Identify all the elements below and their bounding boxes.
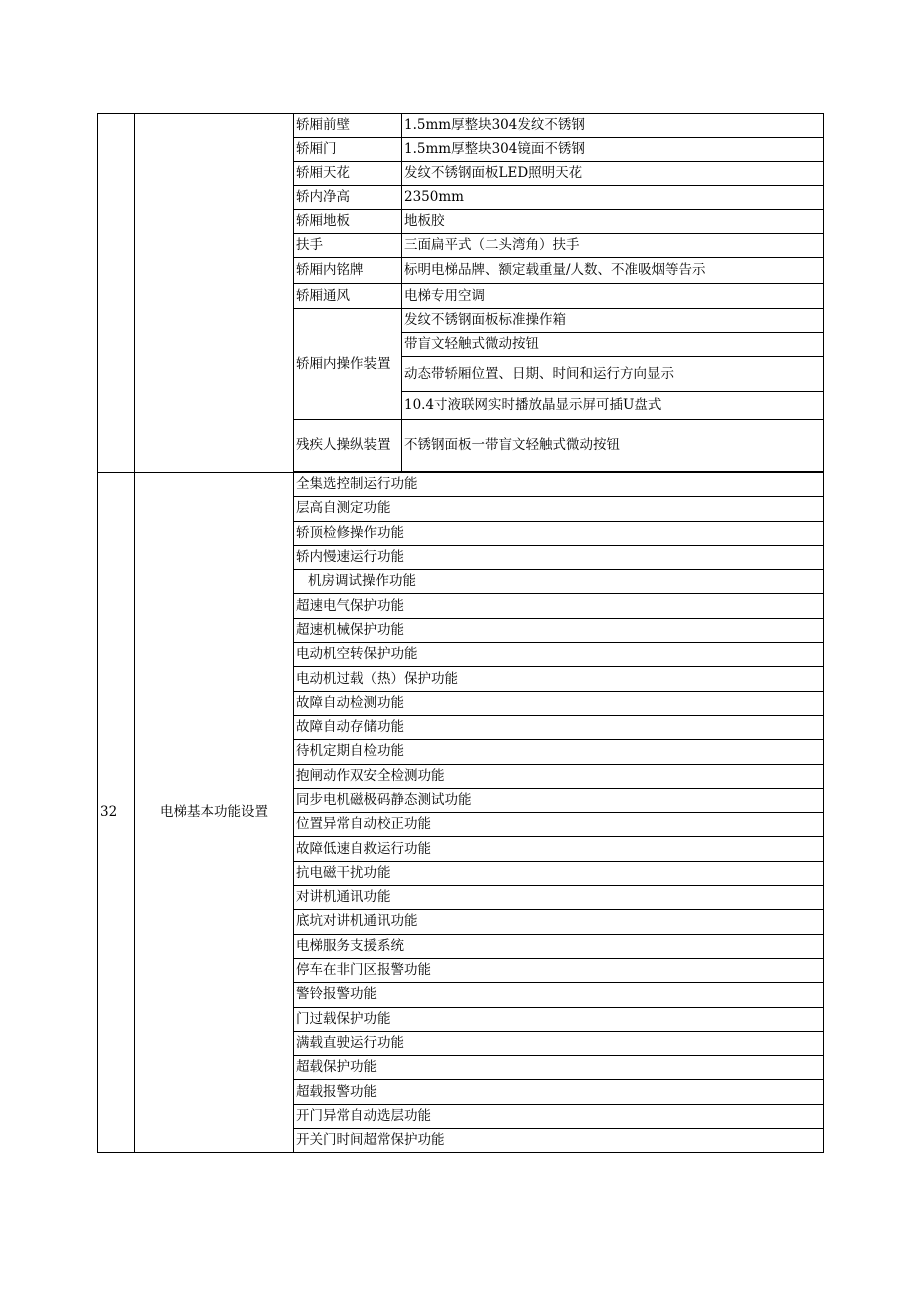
function-item: 轿内慢速运行功能 bbox=[294, 545, 824, 569]
function-item: 故障自动检测功能 bbox=[294, 691, 824, 715]
function-item: 故障低速自救运行功能 bbox=[294, 837, 824, 861]
function-item: 全集选控制运行功能 bbox=[294, 473, 824, 497]
spec-cell: 1.5mm厚整块304发纹不锈钢 bbox=[402, 114, 824, 138]
function-item: 超速电气保护功能 bbox=[294, 594, 824, 618]
category-cell-empty bbox=[135, 114, 294, 473]
function-item: 开门异常自动选层功能 bbox=[294, 1104, 824, 1128]
function-item: 警铃报警功能 bbox=[294, 983, 824, 1007]
spec-cell: 标明电梯品牌、额定载重量/人数、不准吸烟等告示 bbox=[402, 258, 824, 284]
function-item: 底坑对讲机通讯功能 bbox=[294, 910, 824, 934]
item-number: 32 bbox=[98, 473, 135, 1153]
function-item: 电梯服务支援系统 bbox=[294, 934, 824, 958]
spec-cell: 发纹不锈钢面板LED照明天花 bbox=[402, 162, 824, 186]
spec-document bbox=[97, 113, 823, 1153]
category-label: 电梯基本功能设置 bbox=[135, 473, 294, 1153]
function-item: 超载报警功能 bbox=[294, 1080, 824, 1104]
spec-cell: 地板胶 bbox=[402, 210, 824, 234]
function-item: 停车在非门区报警功能 bbox=[294, 958, 824, 982]
function-item: 满载直驶运行功能 bbox=[294, 1031, 824, 1055]
item-cell: 轿厢地板 bbox=[294, 210, 402, 234]
function-item: 层高自测定功能 bbox=[294, 497, 824, 521]
function-item: 门过载保护功能 bbox=[294, 1007, 824, 1031]
spec-cell: 发纹不锈钢面板标准操作箱 bbox=[402, 309, 824, 333]
function-item: 超速机械保护功能 bbox=[294, 618, 824, 642]
car-decoration-section bbox=[98, 114, 824, 473]
elevator-spec-table bbox=[97, 113, 824, 1153]
function-item: 对讲机通讯功能 bbox=[294, 886, 824, 910]
function-item: 电动机空转保护功能 bbox=[294, 643, 824, 667]
function-item: 机房调试操作功能 bbox=[294, 570, 824, 594]
spec-cell: 不锈钢面板一带盲文轻触式微动按钮 bbox=[402, 420, 824, 472]
spec-cell: 三面扁平式（二头湾角）扶手 bbox=[402, 234, 824, 258]
function-item: 故障自动存储功能 bbox=[294, 715, 824, 739]
item-cell: 轿内净高 bbox=[294, 186, 402, 210]
function-item: 抗电磁干扰功能 bbox=[294, 861, 824, 885]
function-item: 同步电机磁极码静态测试功能 bbox=[294, 788, 824, 812]
function-item: 超载保护功能 bbox=[294, 1056, 824, 1080]
function-item: 轿顶检修操作功能 bbox=[294, 521, 824, 545]
item-cell: 轿厢前壁 bbox=[294, 114, 402, 138]
spec-cell: 带盲文轻触式微动按钮 bbox=[402, 333, 824, 357]
operating-device-item: 轿厢内操作装置 bbox=[294, 309, 402, 420]
item-cell: 轿厢通风 bbox=[294, 284, 402, 309]
function-item: 电动机过载（热）保护功能 bbox=[294, 667, 824, 691]
disabled-panel-item: 残疾人操纵装置 bbox=[294, 420, 402, 472]
function-item: 开关门时间超常保护功能 bbox=[294, 1129, 824, 1153]
item-cell: 轿厢内铭牌 bbox=[294, 258, 402, 284]
number-cell-empty bbox=[98, 114, 135, 473]
function-item: 待机定期自检功能 bbox=[294, 740, 824, 764]
spec-cell: 2350mm bbox=[402, 186, 824, 210]
spec-cell: 电梯专用空调 bbox=[402, 284, 824, 309]
function-item: 抱闸动作双安全检测功能 bbox=[294, 764, 824, 788]
item-cell: 轿厢天花 bbox=[294, 162, 402, 186]
item-cell: 轿厢门 bbox=[294, 138, 402, 162]
item-cell: 扶手 bbox=[294, 234, 402, 258]
spec-cell: 10.4寸液联网实时播放晶显示屏可插U盘式 bbox=[402, 392, 824, 420]
spec-cell: 1.5mm厚整块304镜面不锈钢 bbox=[402, 138, 824, 162]
basic-functions-section bbox=[98, 473, 824, 1153]
function-item: 位置异常自动校正功能 bbox=[294, 813, 824, 837]
spec-cell: 动态带轿厢位置、日期、时间和运行方向显示 bbox=[402, 357, 824, 392]
